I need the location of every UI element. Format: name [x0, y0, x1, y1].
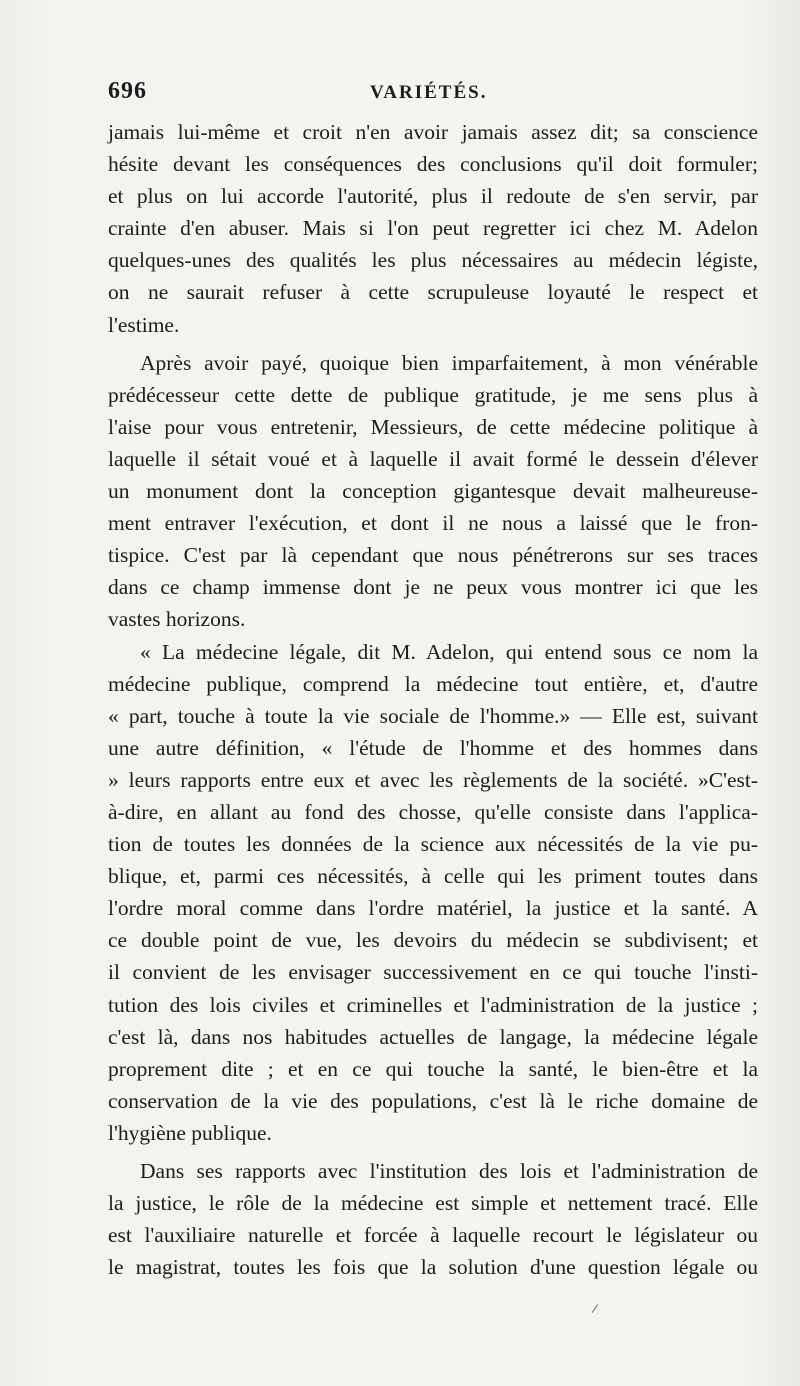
text-line: quelques-unes des qualités les plus nécessaires au médecin légiste,: [108, 248, 758, 273]
text-line: Dans ses rapports avec l'institution des lois et l'administration de: [140, 1159, 758, 1183]
paragraph-3: [108, 636, 758, 1150]
text-line: vastes horizons.: [108, 607, 246, 632]
text-line: « La médecine légale, dit M. Adelon, qui entend sous ce nom la: [140, 639, 758, 664]
text-line: l'ordre moral comme dans l'ordre matériel, la justice et la santé. A: [108, 896, 758, 921]
text-line: on ne saurait refuser à cette scrupuleuse loyauté le respect et: [108, 280, 758, 305]
text-line: une autre définition, « l'étude de l'homme et des hommes dans: [108, 735, 758, 760]
text-line: hésite devant les conséquences des conclusions qu'il doit formuler;: [108, 152, 758, 177]
text-line: ment entraver l'exécution, et dont il ne nous a laissé que le fron-: [108, 511, 758, 536]
page-number: 696: [108, 78, 147, 104]
text-line: proprement dite ; et en ce qui touche la santé, le bien-être et la: [108, 1056, 758, 1081]
paragraph-4: [108, 1155, 758, 1283]
text-line: crainte d'en abuser. Mais si l'on peut regretter ici chez M. Adelon: [108, 216, 758, 241]
text-line: c'est là, dans nos habitudes actuelles de langage, la médecine légale: [108, 1024, 758, 1049]
text-line: il convient de les envisager successivement en ce qui touche l'insti-: [108, 960, 758, 985]
text-line: et plus on lui accorde l'autorité, plus il redoute de s'en servir, par: [108, 184, 758, 209]
text-line: dans ce champ immense dont je ne peux vous montrer ici que les: [108, 575, 758, 600]
text-line: ce double point de vue, les devoirs du médecin se subdivisent; et: [108, 928, 758, 953]
text-line: l'estime.: [108, 312, 180, 337]
text-line: jamais lui-même et croit n'en avoir jamais assez dit; sa conscience: [108, 120, 758, 144]
page-body: [108, 116, 758, 1283]
text-line: le magistrat, toutes les fois que la solution d'une question légale ou: [108, 1255, 758, 1280]
text-line: est l'auxiliaire naturelle et forcée à laquelle recourt le législateur ou: [108, 1223, 758, 1248]
text-line: tispice. C'est par là cependant que nous pénétrerons sur ses traces: [108, 543, 758, 568]
text-line: » leurs rapports entre eux et avec les règlements de la société. »C'est-: [108, 767, 758, 792]
paragraph-1: [108, 116, 758, 341]
running-head: VARIÉTÉS.: [370, 82, 488, 103]
text-line: tution des lois civiles et criminelles et l'administration de la justice ;: [108, 992, 758, 1017]
text-line: laquelle il sétait voué et à laquelle il avait formé le dessein d'élever: [108, 446, 758, 471]
text-line: prédécesseur cette dette de publique gratitude, je me sens plus à: [108, 382, 758, 407]
text-line: à-dire, en allant au fond des chosse, qu'elle consiste dans l'applica-: [108, 799, 758, 824]
text-line: blique, et, parmi ces nécessités, à celle qui les priment toutes dans: [108, 864, 758, 889]
text-line: « part, touche à toute la vie sociale de l'homme.» — Elle est, suivant: [108, 703, 758, 728]
text-line: Après avoir payé, quoique bien imparfaitement, à mon vénérable: [140, 350, 758, 375]
text-line: la justice, le rôle de la médecine est simple et nettement tracé. Elle: [108, 1191, 758, 1216]
paragraph-2: [108, 347, 758, 636]
text-line: médecine publique, comprend la médecine tout entière, et, d'autre: [108, 671, 758, 696]
stray-ink-mark: [592, 1304, 599, 1313]
text-line: un monument dont la conception gigantesque devait malheureuse-: [108, 479, 758, 504]
page-header: [108, 78, 758, 112]
text-line: l'aise pour vous entretenir, Messieurs, de cette médecine politique à: [108, 414, 758, 439]
text-line: conservation de la vie des populations, c'est là le riche domaine de: [108, 1088, 758, 1113]
text-line: tion de toutes les données de la science aux nécessités de la vie pu-: [108, 832, 758, 857]
text-line: l'hygiène publique.: [108, 1120, 272, 1145]
